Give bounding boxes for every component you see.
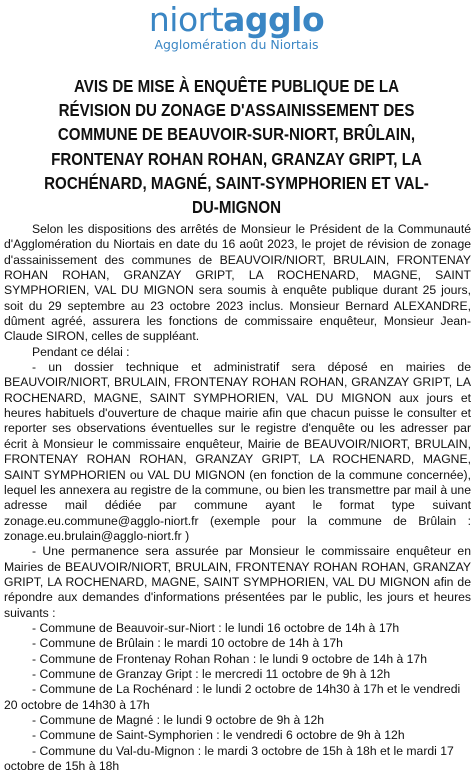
- notice-body: [4, 222, 471, 774]
- notice-title: AVIS DE MISE À ENQUÊTE PUBLIQUE DE LA RÉVISION DU ZONAGE D'ASSAINISSEMENT DES COMMUNE DE BEAUVOIR-SUR-NIORT, BRÛLAIN, FRONTENAY ROHAN ROHAN, GRANZAY GRIPT, LA ROCHÉNARD, MAGNÉ, SAINT-SYMPHORIEN ET VAL-DU-MIGNON: [44, 76, 429, 218]
- permanence-list: [4, 621, 471, 774]
- logo-word-agglo: agglo: [223, 0, 325, 39]
- logo-word-niort: niort: [148, 0, 224, 39]
- list-item: - Commune de La Rochénard : le lundi 2 octobre de 14h30 à 17h et le vendredi 20 octobre de 14h30 à 17h: [4, 682, 461, 712]
- intro-paragraph: Selon les dispositions des arrêtés de Monsieur le Président de la Communauté d'Agglomération du Niortais en date du 16 août 2023, le projet de révision de zonage d'assainissement des communes de BEAUVOIR/NIORT, BRULAIN, FRONTENAY ROHAN ROHAN, GRANZAY GRIPT, LA ROCHENARD, MAGNE, SAINT SYMPHORIEN, VAL DU MIGNON sera soumis à enquête publique durant 25 jours, soit du 29 septembre au 23 octobre 2023 inclus. Monsieur Bernard ALEXANDRE, dûment agréé, assurera les fonctions de commissaire enquêteur, Monsieur Jean-Claude SIRON, celles de suppléant.: [4, 222, 471, 344]
- logo-wordmark: [0, 2, 473, 38]
- dossier-paragraph: - un dossier technique et administratif sera déposé en mairies de BEAUVOIR/NIORT, BRULAIN, FRONTENAY ROHAN ROHAN, GRANZAY GRIPT, LA ROCHENARD, MAGNE, SAINT SYMPHORIEN, VAL DU MIGNON aux jours et heures habituels d'ouverture de chaque mairie afin que chacun puisse le consulter et reporter ses observations éventuelles sur le registre d'enquête ou les adresser par écrit à Monsieur le commissaire enquêteur, Mairie de BEAUVOIR/NIORT, BRULAIN, FRONTENAY ROHAN ROHAN, GRANZAY GRIPT, LA ROCHENARD, MAGNE, SAINT SYMPHORIEN ou VAL DU MIGNON (en fonction de la commune concernée), lequel les annexera au registre de la commune, ou bien les transmettre par mail à une adresse mail dédiée par commune ayant le format type suivant zonage.eu.commune@agglo-niort.fr (exemple pour la commune de Brûlain : zonage.eu.brulain@agglo-niort.fr ): [4, 360, 471, 543]
- list-item: - Commune de Brûlain : le mardi 10 octobre de 14h à 17h: [32, 636, 343, 651]
- pendant-paragraph: Pendant ce délai :: [32, 344, 130, 359]
- niortagglo-logo: [0, 2, 473, 52]
- list-item: - Commune de Saint-Symphorien : le vendredi 6 octobre de 9h à 12h: [32, 728, 405, 743]
- list-item: - Commune de Granzay Gript : le mercredi 11 octobre de 9h à 12h: [32, 666, 391, 681]
- permanence-paragraph: - Une permanence sera assurée par Monsieur le commissaire enquêteur en Mairies de BEAUVOIR/NIORT, BRULAIN, FRONTENAY ROHAN ROHAN, GRANZAY GRIPT, LA ROCHENARD, MAGNE, SAINT SYMPHORIEN, VAL DU MIGNON afin de répondre aux demandes d'informations présentées par le public, les jours et heures suivants :: [4, 544, 471, 620]
- list-item: - Commune du Val-du-Mignon : le mardi 3 octobre de 15h à 18h et le mardi 17 octobre de 15h à 18h: [4, 743, 454, 774]
- list-item: - Commune de Beauvoir-sur-Niort : le lundi 16 octobre de 14h à 17h: [32, 620, 400, 635]
- list-item: - Commune de Frontenay Rohan Rohan : le lundi 9 octobre de 14h à 17h: [32, 651, 427, 666]
- list-item: - Commune de Magné : le lundi 9 octobre de 9h à 12h: [32, 713, 325, 727]
- logo-subtitle: Agglomération du Niortais: [154, 37, 319, 52]
